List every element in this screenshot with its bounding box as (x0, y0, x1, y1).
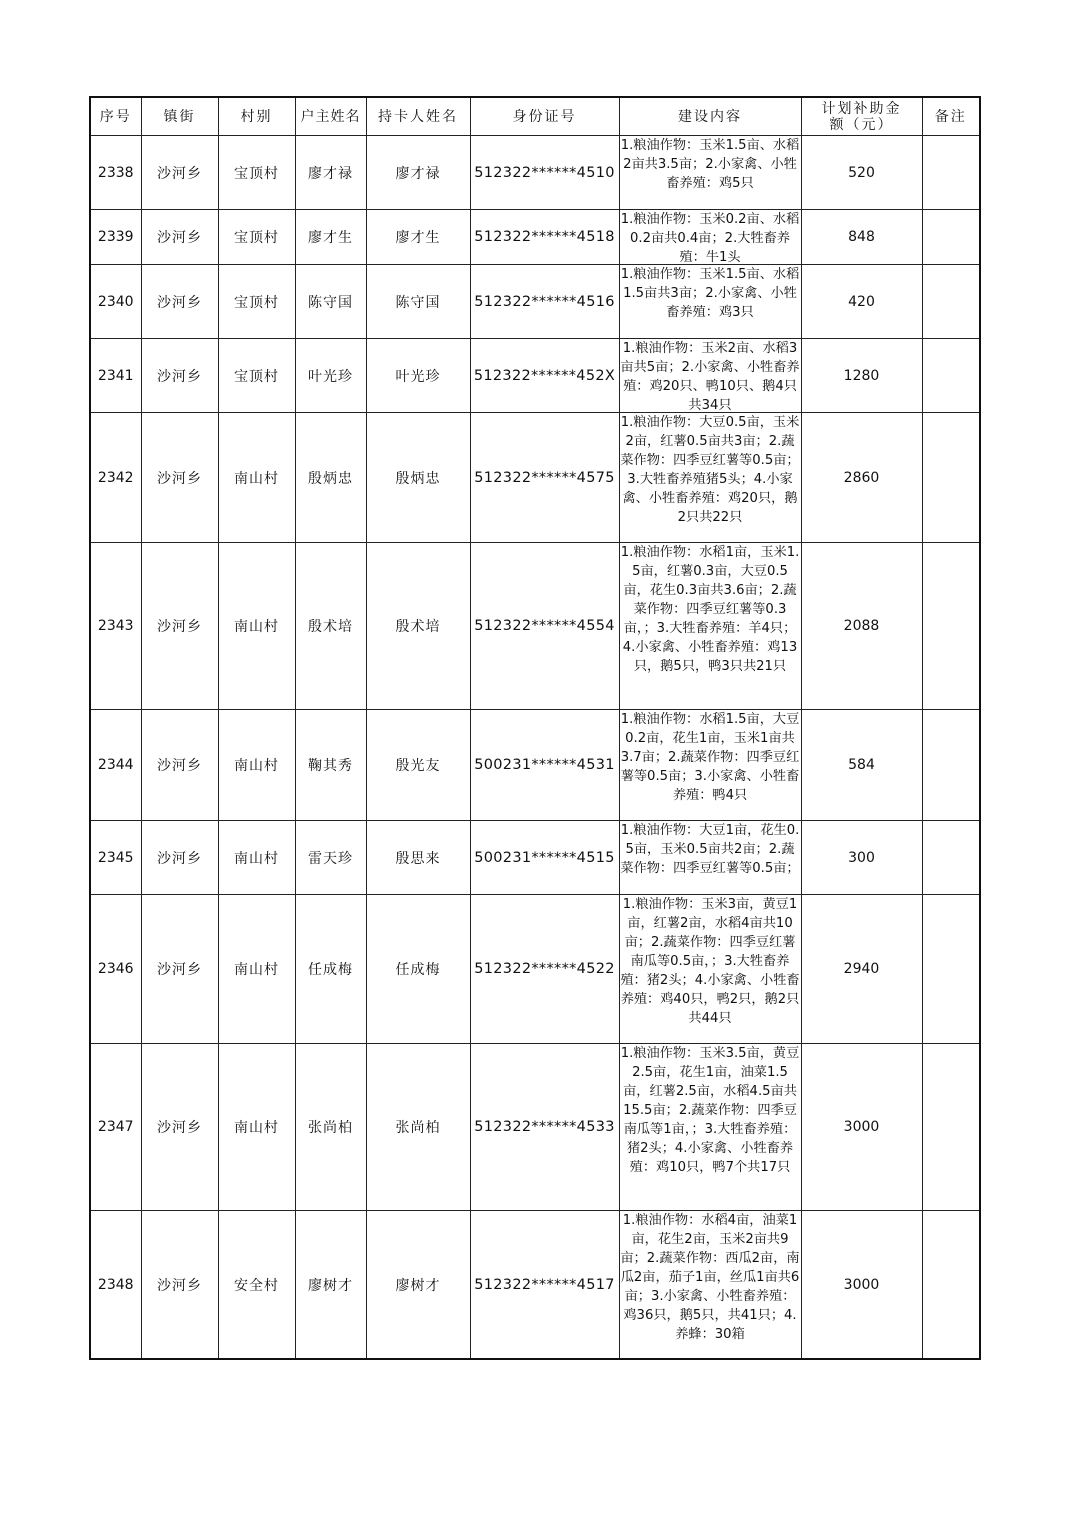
table-row (90, 1211, 980, 1360)
content-text: 1.粮油作物：水稻1.5亩，大豆0.2亩，花生1亩，玉米1亩共3.7亩；2.蔬菜作物：四季豆红薯等0.5亩；3.小家禽、小牲畜养殖：鸭4只 (620, 712, 800, 803)
cell-holder: 任成梅 (366, 895, 470, 1044)
cell-owner: 张尚柏 (295, 1044, 366, 1211)
cell-village: 南山村 (218, 543, 295, 710)
cell-seq: 2339 (90, 210, 141, 265)
cell-owner: 廖才生 (295, 210, 366, 265)
cell-town: 沙河乡 (141, 1211, 218, 1360)
content-text: 1.粮油作物：玉米3亩，黄豆1亩，红薯2亩，水稻4亩共10亩；2.蔬菜作物：四季豆红薯南瓜等0.5亩，；3.大牲畜养殖：猪2头；4.小家禽、小牲畜养殖：鸡40只，鸭2只，鹅2只共44只 (620, 897, 800, 1026)
cell-village: 南山村 (218, 821, 295, 895)
cell-town: 沙河乡 (141, 895, 218, 1044)
cell-content (619, 1211, 801, 1360)
header-row (90, 97, 980, 136)
table-row (90, 413, 980, 543)
cell-id: 500231******4515 (470, 821, 619, 895)
header-holder: 持卡人姓名 (366, 97, 470, 136)
cell-owner: 陈守国 (295, 265, 366, 339)
cell-content (619, 339, 801, 413)
cell-note (922, 265, 980, 339)
cell-id: 512322******4522 (470, 895, 619, 1044)
content-text: 1.粮油作物：玉米3.5亩，黄豆2.5亩，花生1亩，油菜1.5亩，红薯2.5亩，水稻4.5亩共15.5亩；2.蔬菜作物：四季豆南瓜等1亩，；3.大牲畜养殖：猪2头；4.小家禽、小牲畜养殖：鸡10只，鸭7个共17只 (620, 1046, 800, 1175)
table-row (90, 821, 980, 895)
table-row (90, 339, 980, 413)
table-row (90, 265, 980, 339)
cell-owner: 廖树才 (295, 1211, 366, 1360)
cell-village: 宝顶村 (218, 265, 295, 339)
header-amount: 计划补助金额（元） (801, 97, 922, 136)
cell-amount: 584 (801, 710, 922, 821)
cell-content (619, 895, 801, 1044)
cell-id: 512322******4554 (470, 543, 619, 710)
cell-village: 宝顶村 (218, 210, 295, 265)
table-row (90, 136, 980, 210)
cell-note (922, 136, 980, 210)
cell-owner: 雷天珍 (295, 821, 366, 895)
cell-town: 沙河乡 (141, 265, 218, 339)
table-row (90, 1044, 980, 1211)
table-row (90, 210, 980, 265)
cell-id: 512322******452X (470, 339, 619, 413)
cell-id: 512322******4575 (470, 413, 619, 543)
cell-town: 沙河乡 (141, 710, 218, 821)
cell-holder: 张尚柏 (366, 1044, 470, 1211)
cell-amount: 300 (801, 821, 922, 895)
content-text: 1.粮油作物：水稻4亩，油菜1亩，花生2亩，玉米2亩共9亩；2.蔬菜作物：西瓜2亩，南瓜2亩，茄子1亩，丝瓜1亩共6亩；3.小家禽、小牲畜养殖：鸡36只，鹅5只，共41只；4.养蜂：30箱 (620, 1213, 800, 1342)
cell-content (619, 210, 801, 265)
cell-seq: 2344 (90, 710, 141, 821)
cell-note (922, 1044, 980, 1211)
cell-town: 沙河乡 (141, 339, 218, 413)
cell-amount: 1280 (801, 339, 922, 413)
cell-amount: 3000 (801, 1211, 922, 1360)
header-town: 镇街 (141, 97, 218, 136)
content-text: 1.粮油作物：玉米0.2亩、水稻0.2亩共0.4亩；2.大牲畜养殖：牛1头 (620, 212, 800, 264)
cell-content (619, 136, 801, 210)
cell-holder: 殷思来 (366, 821, 470, 895)
cell-seq: 2347 (90, 1044, 141, 1211)
cell-village: 南山村 (218, 413, 295, 543)
cell-holder: 廖才禄 (366, 136, 470, 210)
content-text: 1.粮油作物：水稻1亩，玉米1.5亩，红薯0.3亩，大豆0.5亩，花生0.3亩共3.6亩；2.蔬菜作物：四季豆红薯等0.3亩，；3.大牲畜养殖：羊4只；4.小家禽、小牲畜养殖：鸡13只，鹅5只，鸭3只共21只 (620, 545, 800, 674)
cell-id: 512322******4516 (470, 265, 619, 339)
cell-id: 512322******4510 (470, 136, 619, 210)
cell-holder: 殷光友 (366, 710, 470, 821)
content-text: 1.粮油作物：玉米1.5亩、水稻2亩共3.5亩；2.小家禽、小牲畜养殖：鸡5只 (620, 138, 800, 191)
header-owner: 户主姓名 (295, 97, 366, 136)
cell-town: 沙河乡 (141, 821, 218, 895)
table-row (90, 710, 980, 821)
cell-town: 沙河乡 (141, 210, 218, 265)
cell-note (922, 895, 980, 1044)
cell-content (619, 710, 801, 821)
cell-holder: 廖才生 (366, 210, 470, 265)
cell-content (619, 413, 801, 543)
cell-content (619, 265, 801, 339)
cell-id: 500231******4531 (470, 710, 619, 821)
cell-holder: 廖树才 (366, 1211, 470, 1360)
cell-town: 沙河乡 (141, 1044, 218, 1211)
cell-holder: 陈守国 (366, 265, 470, 339)
cell-owner: 任成梅 (295, 895, 366, 1044)
cell-seq: 2343 (90, 543, 141, 710)
cell-amount: 2860 (801, 413, 922, 543)
cell-id: 512322******4533 (470, 1044, 619, 1211)
content-text: 1.粮油作物：大豆0.5亩，玉米2亩，红薯0.5亩共3亩；2.蔬菜作物：四季豆红薯等0.5亩；3.大牲畜养殖猪5头；4.小家禽、小牲畜养殖：鸡20只，鹅2只共22只 (620, 415, 800, 525)
cell-id: 512322******4518 (470, 210, 619, 265)
cell-town: 沙河乡 (141, 413, 218, 543)
cell-town: 沙河乡 (141, 136, 218, 210)
cell-seq: 2342 (90, 413, 141, 543)
cell-amount: 3000 (801, 1044, 922, 1211)
table-row (90, 543, 980, 710)
cell-amount: 2940 (801, 895, 922, 1044)
cell-owner: 廖才禄 (295, 136, 366, 210)
content-text: 1.粮油作物：玉米2亩、水稻3亩共5亩；2.小家禽、小牲畜养殖：鸡20只、鸭10只、鹅4只共34只 (620, 341, 800, 412)
cell-village: 南山村 (218, 895, 295, 1044)
cell-seq: 2345 (90, 821, 141, 895)
cell-note (922, 210, 980, 265)
cell-owner: 鞠其秀 (295, 710, 366, 821)
cell-seq: 2348 (90, 1211, 141, 1360)
cell-owner: 殷炳忠 (295, 413, 366, 543)
cell-holder: 殷炳忠 (366, 413, 470, 543)
cell-amount: 520 (801, 136, 922, 210)
cell-seq: 2346 (90, 895, 141, 1044)
cell-owner: 叶光珍 (295, 339, 366, 413)
header-note: 备注 (922, 97, 980, 136)
cell-village: 宝顶村 (218, 136, 295, 210)
cell-content (619, 543, 801, 710)
cell-seq: 2341 (90, 339, 141, 413)
header-seq: 序号 (90, 97, 141, 136)
cell-amount: 2088 (801, 543, 922, 710)
cell-village: 宝顶村 (218, 339, 295, 413)
cell-note (922, 710, 980, 821)
cell-seq: 2338 (90, 136, 141, 210)
cell-amount: 848 (801, 210, 922, 265)
cell-amount: 420 (801, 265, 922, 339)
cell-owner: 殷术培 (295, 543, 366, 710)
cell-note (922, 339, 980, 413)
header-content: 建设内容 (619, 97, 801, 136)
header-id: 身份证号 (470, 97, 619, 136)
cell-seq: 2340 (90, 265, 141, 339)
table-row (90, 895, 980, 1044)
header-village: 村别 (218, 97, 295, 136)
cell-id: 512322******4517 (470, 1211, 619, 1360)
cell-content (619, 821, 801, 895)
cell-village: 南山村 (218, 1044, 295, 1211)
cell-village: 南山村 (218, 710, 295, 821)
cell-note (922, 413, 980, 543)
content-text: 1.粮油作物：大豆1亩，花生0.5亩，玉米0.5亩共2亩；2.蔬菜作物：四季豆红薯等0.5亩； (620, 823, 800, 876)
cell-note (922, 543, 980, 710)
subsidy-table (89, 96, 981, 1360)
cell-holder: 殷术培 (366, 543, 470, 710)
cell-village: 安全村 (218, 1211, 295, 1360)
cell-note (922, 1211, 980, 1360)
cell-note (922, 821, 980, 895)
cell-holder: 叶光珍 (366, 339, 470, 413)
cell-town: 沙河乡 (141, 543, 218, 710)
cell-content (619, 1044, 801, 1211)
content-text: 1.粮油作物：玉米1.5亩、水稻1.5亩共3亩；2.小家禽、小牲畜养殖：鸡3只 (620, 267, 800, 320)
